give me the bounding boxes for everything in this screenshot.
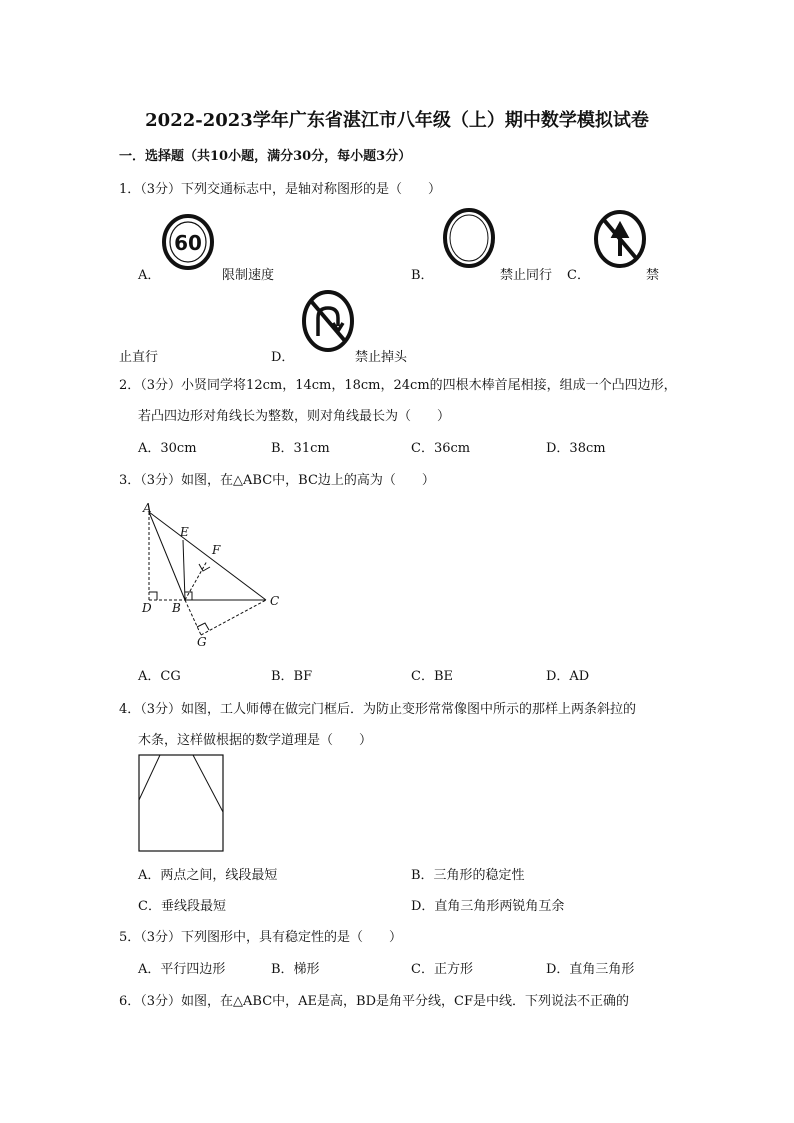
q3-option-c: C．BE [411, 669, 453, 684]
q4-option-c: C．垂线段最短 [138, 899, 226, 914]
q1-option-c-letter: C． [567, 268, 590, 283]
q1-option-c-caption-part1: 禁 [646, 268, 660, 283]
q3-option-d: D．AD [546, 669, 590, 684]
q1-option-d-letter: D． [271, 350, 295, 365]
point-e-label: E [180, 525, 189, 539]
point-c-label: C [270, 594, 280, 608]
q3-stem: 3．（3分）如图，在△ABC中，BC边上的高为（ ） [119, 473, 435, 488]
q2-stem-line1: 2．（3分）小贤同学将12cm，14cm，18cm，24cm的四根木棒首尾相接，组成一个凸四边形， [119, 378, 677, 393]
q1-stem: 1．（3分）下列交通标志中，是轴对称图形的是（ ） [119, 182, 442, 197]
q2-stem-line2: 若凸四边形对角线长为整数，则对角线最长为（ ） [138, 409, 451, 424]
point-a-label: A [143, 501, 152, 515]
q4-option-d: D．直角三角形两锐角互余 [411, 899, 565, 914]
point-d-label: D [142, 601, 152, 615]
point-g-label: G [197, 635, 207, 649]
section-heading: 一．选择题（共10小题，满分30分，每小题3分） [119, 149, 412, 164]
q4-stem-line2: 木条，这样做根据的数学道理是（ ） [138, 733, 373, 748]
q1-option-a-letter: A． [138, 268, 161, 283]
q2-option-c: C．36cm [411, 441, 471, 456]
q1-option-a-caption: 限制速度 [222, 268, 275, 283]
point-b-label: B [172, 601, 181, 615]
q1-option-b-letter: B． [411, 268, 434, 283]
q2-option-d: D．38cm [546, 441, 606, 456]
q6-stem: 6．（3分）如图，在△ABC中，AE是高，BD是角平分线，CF是中线．下列说法不正确的 [119, 994, 629, 1009]
q5-option-b: B．梯形 [271, 962, 320, 977]
q4-option-a: A．两点之间，线段最短 [138, 868, 278, 883]
speed-limit-value: 60 [174, 231, 202, 255]
q3-triangle-figure [130, 498, 290, 650]
point-f-label: F [212, 543, 221, 557]
q4-stem-line1: 4．（3分）如图，工人师傅在做完门框后．为防止变形常常像图中所示的那样上两条斜拉的 [119, 702, 637, 717]
q5-option-d: D．直角三角形 [546, 962, 635, 977]
q5-option-a: A．平行四边形 [138, 962, 226, 977]
q1-option-b-caption: 禁止同行 [500, 268, 553, 283]
page-title: 2022-2023学年广东省湛江市八年级（上）期中数学模拟试卷 [145, 110, 649, 131]
q5-stem: 5．（3分）下列图形中，具有稳定性的是（ ） [119, 930, 403, 945]
no-u-turn-sign-icon [302, 290, 354, 352]
q3-option-b: B．BF [271, 669, 313, 684]
no-straight-sign-icon [594, 210, 646, 268]
q2-option-a: A．30cm [138, 441, 197, 456]
q1-option-c-caption-part2: 止直行 [119, 350, 159, 365]
q1-option-d-caption: 禁止掉头 [355, 350, 408, 365]
speed-limit-sign-icon [162, 214, 214, 270]
q5-option-c: C．正方形 [411, 962, 473, 977]
q4-option-b: B．三角形的稳定性 [411, 868, 525, 883]
no-entry-sign-icon [443, 208, 495, 268]
q4-door-frame-figure [138, 754, 226, 854]
q2-option-b: B．31cm [271, 441, 330, 456]
q3-option-a: A．CG [138, 669, 181, 684]
